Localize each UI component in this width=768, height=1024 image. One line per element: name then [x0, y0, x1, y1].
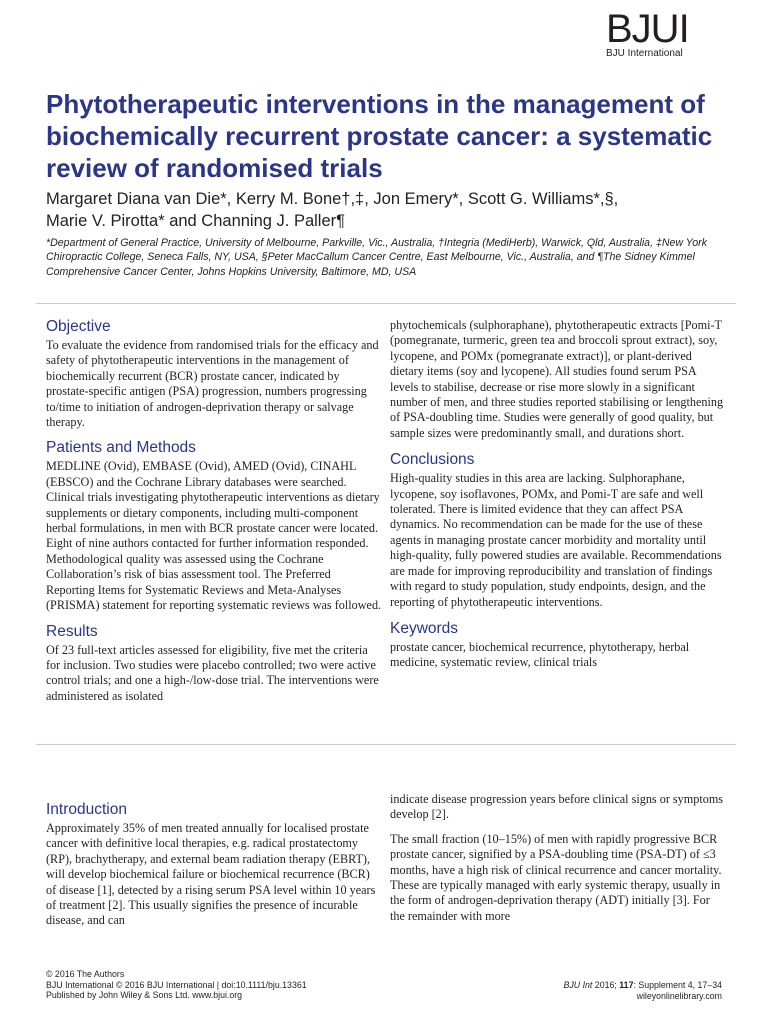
citation-line	[564, 980, 722, 991]
body-right-column	[390, 791, 726, 924]
authors-line-1: Margaret Diana van Die*, Kerry M. Bone†,‡, Jon Emery*, Scott G. Williams*,§,	[46, 190, 619, 208]
methods-heading: Patients and Methods	[46, 439, 196, 457]
results-text: Of 23 full-text articles assessed for eligibility, five met the criteria for inclusion. Two studies were placebo controlled; two were active control trials; and one a high-/low-dose trial. The interventions were administered as isolated	[46, 642, 379, 703]
abstract-right-column	[390, 318, 726, 671]
keywords-heading: Keywords	[390, 619, 459, 637]
copyright-line: © 2016 The Authors	[46, 969, 125, 979]
journal-logo-subtitle: BJU International	[606, 48, 683, 59]
journal-masthead	[606, 7, 716, 59]
journal-logo: BJUI	[606, 7, 689, 51]
footer-right	[564, 980, 722, 1001]
results-heading: Results	[46, 622, 98, 640]
conclusions-text: High-quality studies in this area are lacking. Sulphoraphane, lycopene, soy isoflavones, POMx, and Pomi-T are safe and well tolerated. There is limited evidence that they can affect PSA dynamics. No recommendation can be made for the use of these agents in managing prostate cancer morbidity and mortality until high-quality, fully powered studies are available. Recommendations are made for improving reproducibility and translation of findings with regard to study population, study endpoints, design, and the reporting of phytotherapeutic interventions.	[390, 471, 722, 609]
results-text-continued: phytochemicals (sulphoraphane), phytotherapeutic extracts [Pomi-T (pomegranate, turmeric, green tea and broccoli sprout extract), soy, lycopene, and POMx (pomegranate extract)], or plant-derived dietary items (soy and lycopene). All studies found serum PSA levels to stabilise, decrease or rise more slowly in a significant number of men, and three studies reported stabilising or lengthening of PSA-doubling time. Studies were generally of good quality, but sample sizes were predominantly small, and durations short.	[390, 318, 724, 440]
citation-year: 2016;	[592, 980, 620, 990]
author-affiliations: *Department of General Practice, University of Melbourne, Parkville, Vic., Australia, †Integria (MediHerb), Warwick, Qld, Australia, ‡New York Chiropractic College, Seneca Falls, NY, USA, §Peter MacCallum Cancer Centre, East Melbourne, Vic., Australia, and ¶The Sidney Kimmel Comprehensive Cancer Center, Johns Hopkins University, Baltimore, MD, USA	[46, 237, 707, 278]
publisher-line: Published by John Wiley & Sons Ltd. www.bjui.org	[46, 990, 243, 1001]
abstract-box	[36, 303, 736, 745]
conclusions-heading: Conclusions	[390, 451, 475, 469]
introduction-heading: Introduction	[46, 801, 127, 818]
objective-heading: Objective	[46, 318, 111, 335]
citation-pages: : Supplement 4, 17–34	[633, 980, 722, 990]
introduction-paragraph-1: Approximately 35% of men treated annually for localised prostate cancer with definitive local therapies, e.g. radical prostatectomy (RP), brachytherapy, and external beam radiation therapy (EBRT), will develop biochemical failure or biochemical recurrence (BCR) of disease [1], detected by a rising serum PSA level within 10 years of treatment [2]. This usually signifies the presence of incurable disease, and can	[46, 821, 376, 928]
keywords-text: prostate cancer, biochemical recurrence, phytotherapy, herbal medicine, systematic review, clinical trials	[390, 639, 690, 670]
authors-line-2: Marie V. Pirotta* and Channing J. Paller¶	[46, 212, 345, 230]
website-link[interactable]: wileyonlinelibrary.com	[636, 990, 722, 1001]
footer-left	[46, 969, 466, 1001]
introduction-paragraph-1-continued: indicate disease progression years before clinical signs or symptoms develop [2].	[390, 792, 724, 822]
abstract-left-column	[46, 317, 382, 704]
objective-text: To evaluate the evidence from randomised trials for the efficacy and safety of phytotherapeutic interventions in the management of biochemically recurrent (BCR) prostate cancer, indicated by prostate-specific antigen (PSA) progression, numbers progressing to/time to initiation of androgen-deprivation therapy or salvage therapy.	[46, 338, 379, 430]
citation-volume: 117	[619, 980, 634, 990]
introduction-paragraph-2: The small fraction (10–15%) of men with rapidly progressive BCR prostate cancer, signified by a PSA-doubling time (PSA-DT) of ≤3 months, have a high risk of clinical recurrence and cancer mortality. These are typically managed with early systemic therapy, usually in the form of androgen-deprivation therapy (ADT) initially [3]. For the remainder with more	[390, 831, 722, 923]
methods-text: MEDLINE (Ovid), EMBASE (Ovid), AMED (Ovid), CINAHL (EBSCO) and the Cochrane Library databases were searched. Clinical trials investigating phytotherapeutic interventions as dietary supplements or dietary components, including multi-component herbal formulations, in men with BCR prostate cancer were located. Eight of nine authors contacted for further information responded. Methodological quality was assessed using the Cochrane Collaboration’s risk of bias assessment tool. The Preferred Reporting Items for Systematic Reviews and Meta-Analyses (PRISMA) statement for reporting systematic reviews was followed.	[46, 459, 382, 613]
citation-journal: BJU Int	[563, 980, 593, 990]
journal-doi-line: BJU International © 2016 BJU International | doi:10.1111/bju.13361	[46, 979, 307, 990]
article-title: Phytotherapeutic interventions in the management of biochemically recurrent prostate cancer: a systematic review of randomised trials	[46, 89, 713, 183]
body-left-column	[46, 800, 382, 929]
author-list	[46, 188, 736, 232]
